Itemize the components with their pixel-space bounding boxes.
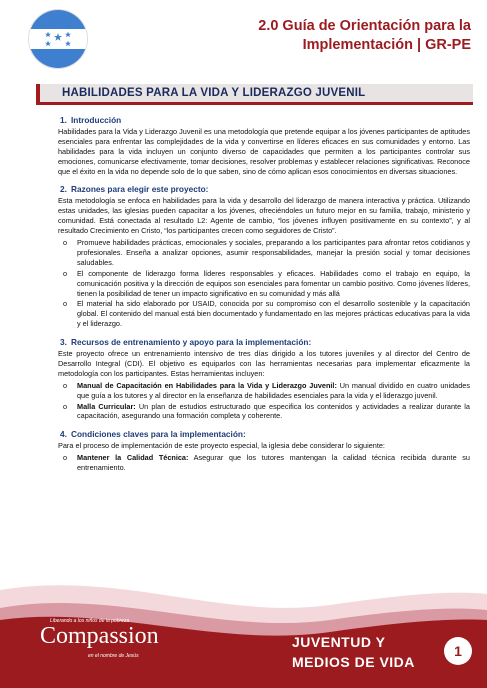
bullet-list	[58, 381, 470, 422]
bullet-icon: o	[63, 380, 68, 390]
section-resources	[58, 338, 470, 421]
section-paragraph: Este proyecto ofrece un entrenamiento intensivo de tres días dirigido a los tutores juveniles y al director del Centro de Desarrollo Integral (CDI). El objetivo es equiparlos con las herramientas necesarias para implementar eficazmente la metodología con los participantes. Estas herramientas incluyen:	[58, 349, 470, 378]
section-title: 1. Introducción	[60, 115, 122, 125]
section-title: 2. Razones para elegir este proyecto:	[60, 184, 209, 195]
section-paragraph: Para el proceso de implementación de este proyecto especial, la iglesia debe considerar lo siguiente:	[58, 441, 385, 451]
document-title-line2: Implementación | GR-PE	[302, 37, 471, 53]
category-label-line2: MEDIOS DE VIDA	[292, 654, 415, 670]
list-item: o Manual de Capacitación en Habilidades para la Vida y Liderazgo Juvenil: Un manual dividido en cuatro unidades que guía a los tutores y al director en la enseñanza de habilidades esenciales para la vida y el liderazgo juvenil.	[63, 380, 470, 400]
page-number-badge: 1	[444, 637, 472, 665]
section-paragraph: Habilidades para la Vida y Liderazgo Juvenil es una metodología que pretende equipar a los jóvenes participantes de aptitudes esenciales para enfrentar las complejidades de la vida y convertirse en líderes eficaces en sus comunidades y entorno. Las habilidades para la vida incluyen un conjunto diverso de capacidades que permiten a los participantes controlar sus emociones, comunicarse efectivamente, tomar decisiones, resolver problemas y establecer relaciones significativas. Reconoce que el éxito en la vida no depende solo de lo que saben, sino de cómo aplican esos conocimientos en diversas situaciones.	[58, 126, 470, 176]
section-conditions	[58, 430, 470, 473]
list-item: o El material ha sido elaborado por USAID, conocida por su compromiso con el desarrollo sostenible y la capacitación global. El contenido del manual está bien documentado y fundamentado en las mejores prácticas educativas para la vida y el liderazgo.	[63, 299, 470, 329]
list-item: o Malla Curricular: Un plan de estudios estructurado que especifica los contenidos y actividades a realizar durante la capacitación, asegurando una formación completa y coherente.	[63, 401, 470, 421]
honduras-flag-icon	[29, 10, 87, 68]
list-item: o Promueve habilidades prácticas, emocionales y sociales, preparando a los participantes para afrontar retos cotidianos y profesionales. Enseña a analizar opciones, asumir responsabilidades, manejar la presión social y tomar decisiones saludables.	[63, 237, 470, 267]
section-paragraph: Esta metodología se enfoca en habilidades para la vida y desarrollo del liderazgo de manera interactiva y práctica. Utilizando estas unidades, las iglesias pueden capacitar a los jóvenes, ofreciéndoles un futuro mejor en su familia, trabajo, ministerio y comunidad. Está conectada al resultado L2: Agente de cambio, “los jóvenes influyen positivamente en su contexto”, y al resultado Crecimiento en Cristo, “los participantes crecen como seguidores de Cristo”.	[58, 196, 470, 236]
section-title: 3. Recursos de entrenamiento y apoyo para la implementación:	[60, 337, 312, 348]
document-body	[58, 116, 470, 482]
bullet-list	[58, 238, 470, 329]
bullet-icon: o	[63, 268, 68, 278]
brand-name: Compassion	[40, 623, 159, 649]
document-title-line1: 2.0 Guía de Orientación para la	[258, 18, 471, 34]
brand-subline: en el nombre de Jesús	[88, 653, 139, 659]
program-title: HABILIDADES PARA LA VIDA Y LIDERAZGO JUVENIL	[36, 84, 473, 105]
section-introduction	[58, 116, 470, 176]
list-item: o El componente de liderazgo forma líderes responsables y eficaces. Habilidades como el trabajo en equipo, la comunicación positiva y la dirección de equipos son esenciales para fomentar un cambio positivo. Como jóvenes líderes, tienen la posibilidad de tener un impacto significativo en su comunidad y más allá	[63, 268, 470, 298]
bullet-list	[58, 453, 470, 473]
document-title	[171, 17, 471, 55]
bullet-icon: o	[63, 299, 68, 309]
section-title: 4. Condiciones claves para la implementación:	[60, 429, 246, 440]
category-label-line1: JUVENTUD Y	[292, 634, 386, 650]
brand-tagline: Liberando a los niños de la pobreza	[50, 618, 130, 624]
list-item: o Mantener la Calidad Técnica: Asegurar que los tutores mantengan la calidad técnica recibida durante su entrenamiento.	[63, 453, 470, 473]
bullet-icon: o	[63, 453, 68, 463]
section-reasons	[58, 185, 470, 329]
bullet-icon: o	[63, 237, 68, 247]
bullet-icon: o	[63, 401, 68, 411]
category-label	[292, 632, 415, 672]
